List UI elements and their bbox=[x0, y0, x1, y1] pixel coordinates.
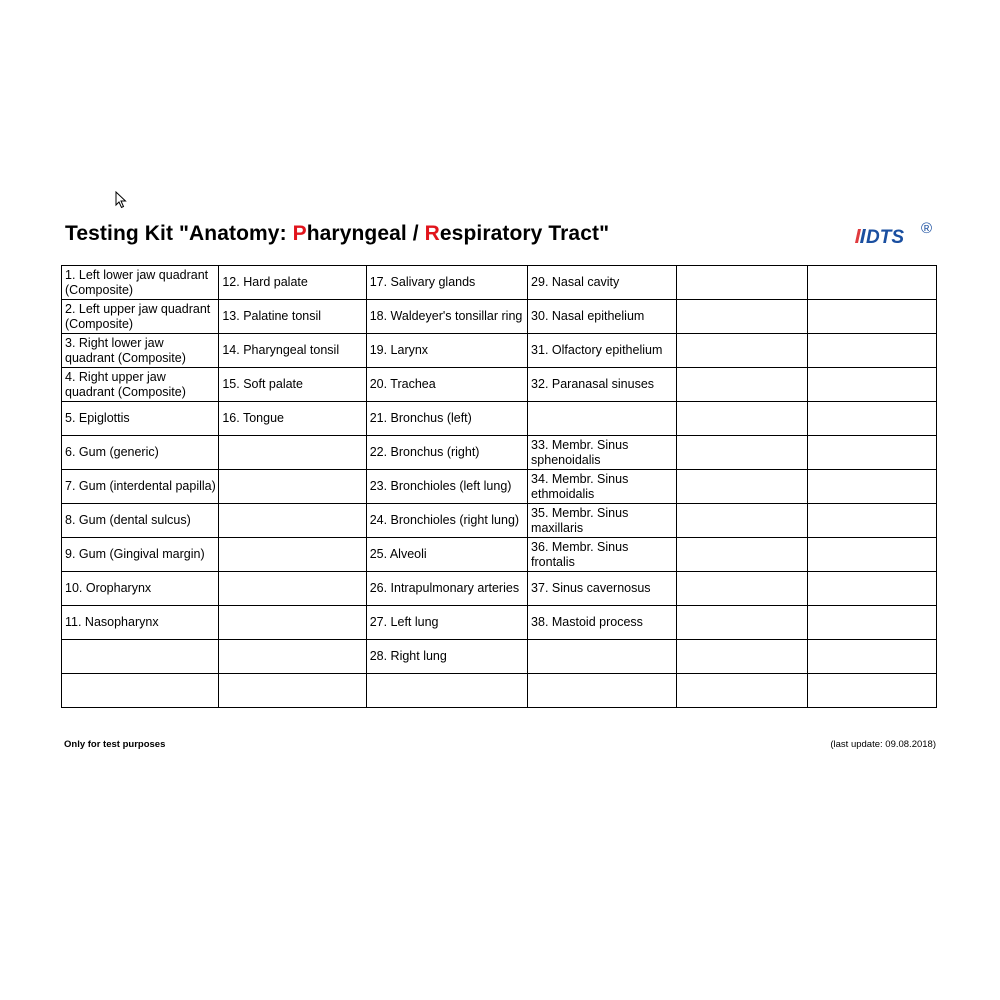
table-cell: 20. Trachea bbox=[366, 368, 527, 402]
table-row bbox=[62, 504, 937, 538]
table-cell: 37. Sinus cavernosus bbox=[528, 572, 677, 606]
table-cell bbox=[677, 470, 807, 504]
table-cell: 14. Pharyngeal tonsil bbox=[219, 334, 366, 368]
table-cell bbox=[219, 606, 366, 640]
table-cell bbox=[219, 572, 366, 606]
table-cell: 15. Soft palate bbox=[219, 368, 366, 402]
table-cell: 17. Salivary glands bbox=[366, 266, 527, 300]
title-p-letter: P bbox=[292, 222, 307, 245]
table-cell: 19. Larynx bbox=[366, 334, 527, 368]
table-cell bbox=[219, 470, 366, 504]
table-cell: 25. Alveoli bbox=[366, 538, 527, 572]
table-row bbox=[62, 640, 937, 674]
table-cell: 10. Oropharynx bbox=[62, 572, 219, 606]
table-row bbox=[62, 572, 937, 606]
table-cell: 31. Olfactory epithelium bbox=[528, 334, 677, 368]
table-cell bbox=[807, 572, 936, 606]
table-cell bbox=[528, 402, 677, 436]
table-cell: 38. Mastoid process bbox=[528, 606, 677, 640]
table-row bbox=[62, 402, 937, 436]
dts-logo-mark bbox=[853, 224, 923, 248]
table-cell bbox=[366, 674, 527, 708]
table-row bbox=[62, 368, 937, 402]
table-row bbox=[62, 300, 937, 334]
table-cell: 28. Right lung bbox=[366, 640, 527, 674]
table-row bbox=[62, 266, 937, 300]
table-cell: 36. Membr. Sinus frontalis bbox=[528, 538, 677, 572]
table-cell bbox=[677, 300, 807, 334]
table-cell: 13. Palatine tonsil bbox=[219, 300, 366, 334]
table-cell bbox=[807, 334, 936, 368]
table-cell: 8. Gum (dental sulcus) bbox=[62, 504, 219, 538]
table-cell bbox=[677, 334, 807, 368]
table-cell bbox=[219, 538, 366, 572]
specimen-table bbox=[61, 265, 937, 708]
table-cell bbox=[807, 368, 936, 402]
table-cell bbox=[677, 436, 807, 470]
registered-mark: ® bbox=[921, 220, 933, 237]
table-cell bbox=[807, 402, 936, 436]
table-cell bbox=[219, 674, 366, 708]
table-cell bbox=[677, 572, 807, 606]
logo-text: DTS bbox=[866, 227, 904, 248]
table-cell: 22. Bronchus (right) bbox=[366, 436, 527, 470]
table-row bbox=[62, 436, 937, 470]
table-cell: 12. Hard palate bbox=[219, 266, 366, 300]
last-update: (last update: 09.08.2018) bbox=[830, 739, 936, 750]
mouse-pointer-icon bbox=[115, 191, 127, 209]
dts-logo bbox=[853, 220, 937, 248]
table-cell bbox=[677, 504, 807, 538]
table-cell: 5. Epiglottis bbox=[62, 402, 219, 436]
table-cell bbox=[677, 606, 807, 640]
table-row bbox=[62, 674, 937, 708]
table-cell bbox=[807, 606, 936, 640]
table-cell bbox=[677, 368, 807, 402]
table-cell: 9. Gum (Gingival margin) bbox=[62, 538, 219, 572]
title-part2: espiratory Tract" bbox=[439, 222, 610, 245]
table-cell: 3. Right lower jaw quadrant (Composite) bbox=[62, 334, 219, 368]
table-cell: 29. Nasal cavity bbox=[528, 266, 677, 300]
table-row bbox=[62, 470, 937, 504]
table-cell bbox=[807, 640, 936, 674]
table-row bbox=[62, 334, 937, 368]
table-cell: 35. Membr. Sinus maxillaris bbox=[528, 504, 677, 538]
table-cell bbox=[807, 538, 936, 572]
table-cell: 26. Intrapulmonary arteries bbox=[366, 572, 527, 606]
table-cell: 11. Nasopharynx bbox=[62, 606, 219, 640]
table-cell bbox=[219, 504, 366, 538]
table-row bbox=[62, 538, 937, 572]
table-cell bbox=[219, 640, 366, 674]
table-cell: 21. Bronchus (left) bbox=[366, 402, 527, 436]
table-cell bbox=[528, 640, 677, 674]
table-cell: 16. Tongue bbox=[219, 402, 366, 436]
table-cell bbox=[807, 436, 936, 470]
table-cell: 1. Left lower jaw quadrant (Composite) bbox=[62, 266, 219, 300]
table-cell: 18. Waldeyer's tonsillar ring bbox=[366, 300, 527, 334]
table-cell: 34. Membr. Sinus ethmoidalis bbox=[528, 470, 677, 504]
table-cell bbox=[807, 470, 936, 504]
table-cell bbox=[677, 266, 807, 300]
table-cell: 4. Right upper jaw quadrant (Composite) bbox=[62, 368, 219, 402]
table-cell: 27. Left lung bbox=[366, 606, 527, 640]
table-cell bbox=[62, 674, 219, 708]
table-cell bbox=[677, 640, 807, 674]
table-cell bbox=[677, 538, 807, 572]
table-cell bbox=[62, 640, 219, 674]
table-cell bbox=[677, 402, 807, 436]
page-title bbox=[65, 222, 609, 246]
table-cell bbox=[219, 436, 366, 470]
table-cell bbox=[528, 674, 677, 708]
footer-note: Only for test purposes bbox=[64, 739, 166, 750]
table-cell: 6. Gum (generic) bbox=[62, 436, 219, 470]
table-cell bbox=[807, 674, 936, 708]
table-cell bbox=[807, 300, 936, 334]
table-cell: 32. Paranasal sinuses bbox=[528, 368, 677, 402]
table-cell: 30. Nasal epithelium bbox=[528, 300, 677, 334]
table-cell: 33. Membr. Sinus sphenoidalis bbox=[528, 436, 677, 470]
title-r-letter: R bbox=[424, 222, 440, 245]
table-cell bbox=[677, 674, 807, 708]
table-cell bbox=[807, 266, 936, 300]
table-cell bbox=[807, 504, 936, 538]
table-cell: 24. Bronchioles (right lung) bbox=[366, 504, 527, 538]
title-part1: haryngeal / bbox=[306, 222, 425, 245]
table-cell: 23. Bronchioles (left lung) bbox=[366, 470, 527, 504]
title-prefix: Testing Kit "Anatomy: bbox=[65, 222, 293, 245]
table-cell: 7. Gum (interdental papilla) bbox=[62, 470, 219, 504]
table-row bbox=[62, 606, 937, 640]
table-cell: 2. Left upper jaw quadrant (Composite) bbox=[62, 300, 219, 334]
